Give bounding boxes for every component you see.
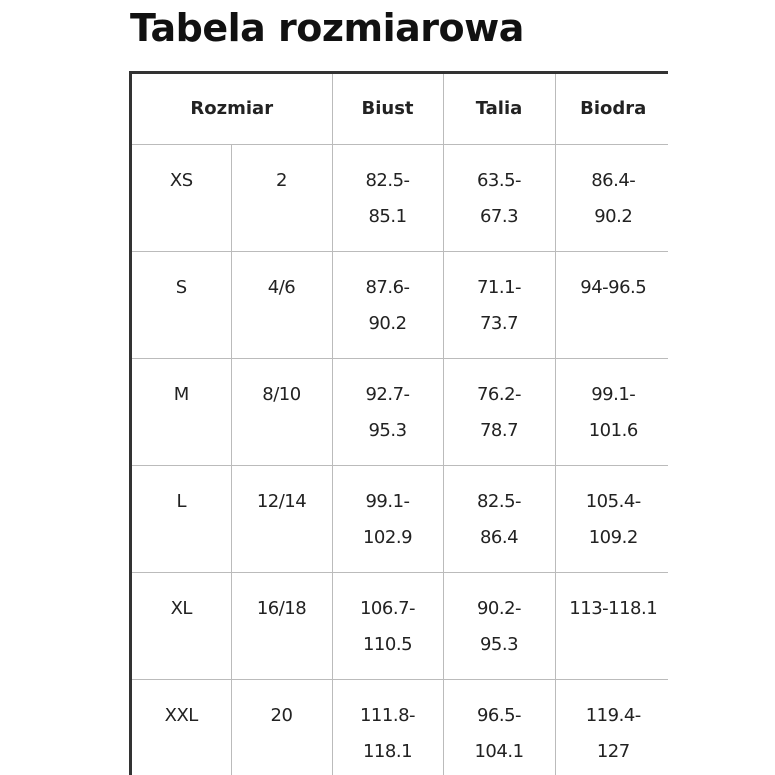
- cell-size: [132, 252, 231, 359]
- cell-value: 2: [276, 170, 287, 191]
- cell-value: 82.5-86.4: [476, 491, 522, 548]
- table-row: [132, 680, 668, 775]
- cell-value: 82.5-85.1: [365, 170, 410, 227]
- cell-uk: [231, 252, 332, 359]
- cell-uk: [231, 145, 332, 252]
- cell-value: 12/14: [256, 491, 307, 512]
- table-row: [132, 252, 668, 359]
- cell-bust: [332, 680, 443, 775]
- cell-value: XS: [169, 170, 193, 191]
- cell-value: XXL: [164, 705, 198, 726]
- cell-value: 76.2-78.7: [476, 384, 522, 441]
- cell-value: 8/10: [262, 384, 301, 405]
- cell-uk: [231, 466, 332, 573]
- cell-value: 4/6: [267, 277, 296, 298]
- cell-size: [132, 145, 231, 252]
- cell-value: M: [173, 384, 189, 405]
- cell-value: XL: [170, 598, 192, 619]
- cell-value: 92.7-95.3: [365, 384, 410, 441]
- cell-value: 20: [270, 705, 293, 726]
- cell-waist: [443, 680, 555, 775]
- cell-waist: [443, 252, 555, 359]
- table-header-row: [132, 74, 668, 145]
- cell-waist: [443, 359, 555, 466]
- cell-hips: [555, 466, 668, 573]
- cell-uk: [231, 573, 332, 680]
- cell-hips: [555, 359, 668, 466]
- cell-hips: [555, 252, 668, 359]
- size-table-container: [129, 71, 668, 775]
- cell-value: 99.1-102.9: [362, 491, 413, 548]
- cell-size: [132, 466, 231, 573]
- cell-value: 90.2-95.3: [476, 598, 522, 655]
- table-row: [132, 145, 668, 252]
- header-bust: Biust: [332, 74, 443, 145]
- header-waist: Talia: [443, 74, 555, 145]
- cell-hips: [555, 145, 668, 252]
- table-row: [132, 359, 668, 466]
- cell-value: 106.7-110.5: [359, 598, 416, 655]
- cell-value: S: [175, 277, 187, 298]
- table-row: [132, 466, 668, 573]
- cell-size: [132, 573, 231, 680]
- cell-value: 113-118.1: [569, 598, 658, 619]
- size-table: [132, 74, 668, 775]
- header-hips: Biodra: [555, 74, 668, 145]
- cell-value: 119.4-127: [585, 705, 641, 762]
- page-title: Tabela rozmiarowa: [130, 6, 524, 50]
- cell-bust: [332, 573, 443, 680]
- cell-value: 94-96.5: [580, 277, 647, 298]
- cell-waist: [443, 573, 555, 680]
- cell-size: [132, 680, 231, 775]
- cell-bust: [332, 466, 443, 573]
- cell-value: 105.4-109.2: [585, 491, 641, 548]
- cell-uk: [231, 359, 332, 466]
- cell-hips: [555, 680, 668, 775]
- cell-hips: [555, 573, 668, 680]
- cell-bust: [332, 359, 443, 466]
- cell-value: 71.1-73.7: [476, 277, 522, 334]
- cell-uk: [231, 680, 332, 775]
- cell-value: 16/18: [256, 598, 307, 619]
- header-size: Rozmiar: [132, 74, 332, 145]
- table-row: [132, 573, 668, 680]
- cell-value: 63.5-67.3: [476, 170, 522, 227]
- cell-size: [132, 359, 231, 466]
- cell-value: 87.6-90.2: [365, 277, 410, 334]
- cell-value: 86.4-90.2: [591, 170, 636, 227]
- cell-value: 111.8-118.1: [359, 705, 416, 762]
- cell-value: 96.5-104.1: [474, 705, 524, 762]
- cell-waist: [443, 145, 555, 252]
- cell-bust: [332, 145, 443, 252]
- cell-value: L: [176, 491, 187, 512]
- cell-waist: [443, 466, 555, 573]
- cell-bust: [332, 252, 443, 359]
- cell-value: 99.1-101.6: [588, 384, 638, 441]
